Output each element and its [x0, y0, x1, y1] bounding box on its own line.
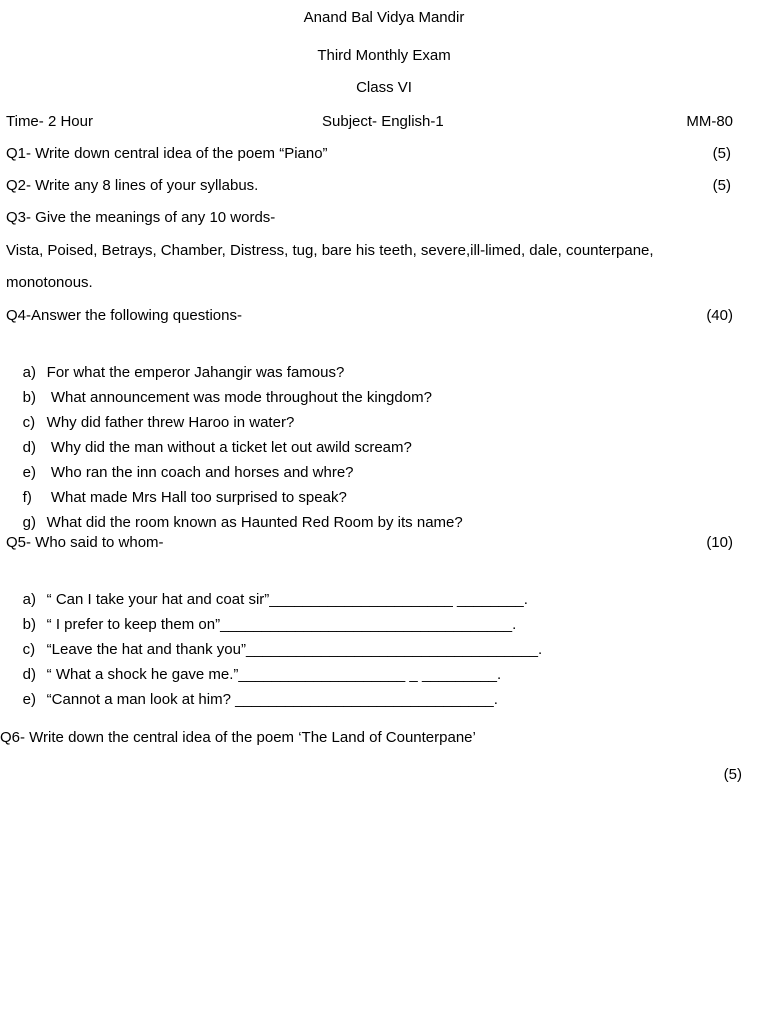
q3-words-line-2: monotonous.	[6, 274, 93, 291]
q4-item-letter: b)	[22, 389, 37, 406]
school-name: Anand Bal Vidya Mandir	[303, 9, 465, 26]
q2-marks: (5)	[712, 177, 731, 194]
q5-item-text: “Leave the hat and thank you”___________________________________.	[46, 641, 543, 658]
q2-text: Q2- Write any 8 lines of your syllabus.	[6, 177, 259, 194]
q5-item-letter: a)	[22, 591, 37, 608]
exam-title: Third Monthly Exam	[317, 47, 451, 64]
q6-marks: (5)	[723, 766, 742, 783]
q5-item-text: “Cannot a man look at him? _______________________________.	[46, 691, 498, 708]
q5-text: Q5- Who said to whom-	[6, 534, 164, 551]
q4-item-letter: a)	[22, 364, 37, 381]
max-marks-label: MM-80	[686, 113, 733, 130]
q5-item-letter: e)	[22, 691, 37, 708]
q3-text: Q3- Give the meanings of any 10 words-	[6, 209, 276, 226]
q5-marks: (10)	[706, 534, 733, 551]
q4-marks: (40)	[706, 307, 733, 324]
q4-item-letter: c)	[22, 414, 36, 431]
q1-text: Q1- Write down central idea of the poem “Piano”	[6, 145, 328, 162]
q1-marks: (5)	[712, 145, 731, 162]
q4-item-letter: e)	[22, 464, 37, 481]
q4-item-text: Who ran the inn coach and horses and whre?	[46, 464, 354, 481]
q6-text: Q6- Write down the central idea of the poem ‘The Land of Counterpane’	[0, 729, 476, 746]
q5-item-letter: b)	[22, 616, 37, 633]
subject-label: Subject- English-1	[322, 113, 444, 130]
q4-item-text: For what the emperor Jahangir was famous?	[46, 364, 345, 381]
q5-item-text: “ I prefer to keep them on”___________________________________.	[46, 616, 517, 633]
q4-item-text: What announcement was mode throughout the kingdom?	[46, 389, 432, 406]
q5-item-letter: c)	[22, 641, 36, 658]
q5-item-text: “ What a shock he gave me.”____________________ _ _________.	[46, 666, 502, 683]
q5-item-letter: d)	[22, 666, 37, 683]
q4-item-letter: f)	[22, 489, 32, 506]
q4-item-letter: d)	[22, 439, 37, 456]
class-label: Class VI	[356, 79, 412, 96]
q4-text: Q4-Answer the following questions-	[6, 307, 242, 324]
q5-item-e	[6, 670, 498, 730]
q4-item-text: Why did the man without a ticket let out awild scream?	[46, 439, 412, 456]
q4-item-letter: g)	[22, 514, 37, 531]
q5-item-text: “ Can I take your hat and coat sir”______________________ ________.	[46, 591, 528, 608]
q3-words-line-1: Vista, Poised, Betrays, Chamber, Distress, tug, bare his teeth, severe,ill-limed, dale, counterpane,	[6, 242, 654, 259]
q4-item-text: Why did father threw Haroo in water?	[46, 414, 295, 431]
q4-item-text: What made Mrs Hall too surprised to speak?	[46, 489, 347, 506]
q4-item-text: What did the room known as Haunted Red Room by its name?	[46, 514, 463, 531]
time-label: Time- 2 Hour	[6, 113, 93, 130]
